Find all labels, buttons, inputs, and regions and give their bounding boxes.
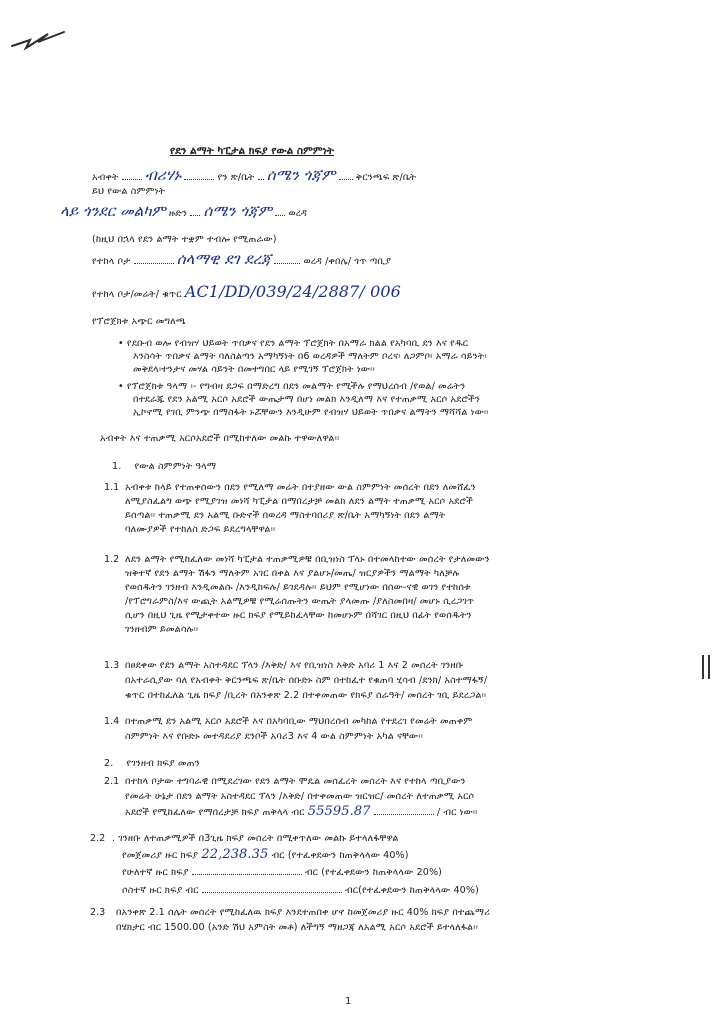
code-label: የተከላ ቦታ/መሬት/ ቁጥር (92, 289, 182, 300)
header-line-4 (92, 282, 401, 301)
total-amount-handwritten: 55595.87 (307, 804, 371, 819)
clause-1-4-num: 1.4 (104, 716, 120, 727)
id-label: የን ጽ/ቤት (217, 172, 255, 183)
kebele-label: ወረዳ /ቀበሌ/ ጎጥ ጣቢያ (303, 256, 391, 267)
woreda-label: ወረዳ (288, 208, 307, 219)
bullet-dot: • (118, 338, 124, 349)
clause-1-1-line: አብቀቱ ከላይ የተጠቀሰውን በደን የሚለማ መሬት በተያዘው ውል ስምምነት መሰረት በደን ለመሸፈን (125, 482, 476, 493)
project-label: የፕሮጀክቱ አጭር መግለጫ (92, 316, 186, 327)
section-2-heading: 2. የገንዘብ ክፍያ መጠን (104, 758, 200, 769)
clause-2-1-line: የመሬት ሁኔታ በደን ልማት አስተዳደር ፕላን /እቅድ/ በተቀመጠው ዝርዝር/ መሰረት ለተጠቃሚ አርሶ (125, 791, 475, 802)
clause-2-3-line: በሄክታር ብር 1500.00 (አንድ ሽህ አምስት መቶ) ለችግኝ ማዘጋጃ ለአልሚ አርሶ አደሮች ይተላለፋል፡፡ (116, 922, 478, 933)
bullet-2-line-2: በተደራጁ የደን አልሚ አርሶ አደሮች ውጤታማ በሆነ መልክ እንዲለማ እና የተጠቃሚ አርሶ አደሮችን (133, 394, 481, 405)
code-handwritten: AC1/DD/039/24/2887/ 006 (184, 282, 401, 301)
header-line-2: ላይ ጎንደር መልካም ዙድን ሰሜን ጎጃም ወረዳ (60, 202, 307, 220)
beneficiary-handwritten: ሰላማዊ ደገ ደረጃ (176, 250, 272, 268)
party-a-label: አብቀት (92, 172, 119, 183)
payment-first-line: የመጀመሪያ ዙር ክፍያ 22,238.35 ብር (የተፈቀደውን ከጠቅላላው 40%) (122, 847, 409, 862)
first-payment-handwritten: 22,238.35 (201, 847, 269, 862)
clause-1-4-line: ስምምነት እና የቡድኑ መተዳደሪያ ደንቦች አባሪ3 እና 4 ውል ስምምነት አካል ናቸው፡፡ (125, 731, 423, 742)
clause-1-2-line: ለደን ልማት የሚከፈለው መነሻ ካፒታል ተጠቃሚዎቹ በቢዝነስ ፕላኑ በተመላከተው መሰረት የታለመውን (125, 554, 490, 565)
clause-2-3-line: በአንቀጽ 2.1 ሰሌት መሰረት የሚከፈለዉ ክፍያ እንደተጠበቀ ሆኖ ከመጀመሪያ ዙር 40% ክፍያ በተጨማሪ (116, 907, 490, 918)
clause-2-2-num: 2.2 (90, 833, 106, 844)
clause-1-1-num: 1.1 (104, 482, 120, 493)
clause-1-3-line: ቁጥር በተከፈለል ጊዜ ክፍያ /ቢረት በአንቀጽ 2.2 በተቀመጠው የክፍያ ሰራዓት/ መሰረት ገቢ ይደረጋል፡፡ (125, 690, 487, 701)
clause-1-3-line: በፀደቀው የደን ልማት አስተዳደር ፕላን /እቅድ/ እና የቢዝነስ እቅድ አባሪ 1 እና 2 መሰረት ገንዘቡ (125, 660, 464, 671)
header-line-1 (92, 166, 417, 184)
beneficiary-label: የተከላ ቦታ (92, 256, 131, 267)
margin-mark (702, 655, 710, 679)
payment-second-line: የሁለተኛ ዙር ክፍያ ብር (የተፈቀደውን ከጠቅላላው 20%) (122, 867, 443, 878)
clause-2-3-num: 2.3 (90, 907, 106, 918)
id-handwritten: ሰሜን ጎጃም (266, 166, 336, 184)
page-number: 1 (345, 996, 352, 1007)
bullet-1: • የደቡብ ወሎ የብዝሃ ህይወት ጥበቃና የደን ልማት ፕሮጀክት በአማራ ክልል የአካባቢ ደን እና የዱር (118, 338, 469, 349)
clause-1-3-num: 1.3 (104, 660, 120, 671)
bullet-dot: • (118, 381, 124, 392)
bullet-1-line-3: መቅደላ፡ተንታና መሃል ሳይንት በመተግበር ላይ የሚገኝ ፕሮጀክት ነው፡፡ (133, 364, 375, 375)
bullet-2-line-3: ኢኮኖሚ የገቢ ምንጭ በማስፋት ኑሯቸውን እንዲሁም የብዝሃ ህይወት ጥበቃና ልማትን ማሻሻል ነው፡፡ (133, 407, 489, 418)
pen-scribble-mark (8, 18, 68, 58)
office-label: ቅርንጫፍ ጽ/ቤት (355, 172, 417, 183)
document-title: የደን ልማት ካፒታል ክፍያ የውል ስምምነት (170, 145, 334, 157)
clause-2-1-line: በተከላ ቦታው ተግባራዊ በሚደረገው የደን ልማት ሞዴል መሰፈረት መሰረት እና የተከላ ጣቢያውን (125, 776, 466, 787)
header-line-3 (92, 250, 391, 268)
clause-1-1-line: ይሰጣል፡፡ ተጠቃሚ ደን አልሚ ቡድኖች በወረዳ ማስተባበሪያ ጽ/ቤት አማካኝነት በደን ልማት (125, 510, 446, 521)
agreement-label: ይህ የውል ስምምነት (92, 186, 166, 197)
intro-text: አብቀት እና ተጠቃሚ አርሶአደሮች በሚከተለው መልኩ ተዋውለዋል፡፡ (100, 433, 340, 444)
clause-1-2-line: /የፕሮግራምስ/እና ውጪት አልሚዎቹ የሚሬሰጡትን ውጤት ያላመጡ /ያለስመበዛ/ መሆኑ ሲረጋገጥ (125, 596, 475, 607)
clause-1-1-line: ባለሙያዎች የተከለስ ድጋፍ ይደረግላቸዋል፡፡ (125, 524, 276, 535)
clause-1-2-line: ሲሆን በዚህ ጊዜ የሚታቀተው ዙር ክፍያ የሚይከፈላቸው ከመሆኑም በሻገር በዚህ በፊት የወሰዱትን (125, 610, 472, 621)
bullet-1-line-2: እንስሳት ጥበቃና ልማት ባለስልጣን አማካኝነት በ6 ወረዳዎች ማለትም ቦረና፡ ለጋምቦ፡ አማራ ሳይንት፡ (133, 351, 487, 362)
clause-1-2-line: ዝቅተኛ የደን ልማት ሽፋን ማለትም አገር በቀል እና ያልሆኑ/መጤ/ ዝርያዎችን ማልማት ካለቻሉ (125, 568, 460, 579)
clause-2-1-num: 2.1 (104, 776, 120, 787)
bullet-2: • የፕሮጀክቱ ዓላማ ፡- የግብዛ ደጋፍ በማድረግ በደን መልማት የሚችሉ የማህረሰብ /የወል/ መሬትን (118, 381, 466, 392)
between-text: (ከዚህ በኋላ የደን ልማት ተቋም ተብሎ የሚጠራው) (92, 234, 277, 245)
woreda-handwritten: ሰሜን ጎጃም (203, 202, 273, 220)
clause-2-1-amount-line: አደሮች የሚከፈለው የማበረታቻ ክፍያ ጠቅላላ ብር 55595.87 / ብር ነው፡፡ (125, 804, 478, 819)
party-a-handwritten: ብሪሃኑ (144, 166, 182, 184)
clause-1-4-line: በተጠቃሚ ደን አልሚ አርሶ አደሮች እና በአካባቢው ማህበረሰብ መካከል የተደረገ የመሬት መጠቀም (125, 716, 473, 727)
payment-lead: . ገንዘቡ ለተጠቃሚዎች በ3ጊዜ ክፍያ መሰረት በሚቀጥለው መልኩ ይተላለፋቸዋል (112, 833, 399, 844)
clause-1-2-num: 1.2 (104, 554, 120, 565)
place-handwritten: ላይ ጎንደር መልካም (60, 202, 166, 220)
section-1-heading: 1. የውል ስምምነት ዓላማ (112, 461, 217, 472)
clause-1-2-line: ገንዘብም ይመልሳሉ፡፡ (125, 624, 199, 635)
payment-third-line: ሶስተኛ ዙር ክፍያ ብር ብር(የተፈቀደውን ከጠቅላላው 40%) (122, 885, 479, 896)
clause-1-1-line: ለሚያስፈልግ ወጭ የሚያገዝ መነሻ ካፒታል በማበረታቻ መልክ ለደን ልማት ተጠቃሚ አርሶ አደሮች (125, 496, 473, 507)
clause-1-3-line: በአተራሲያው ባለ የአብቀት ቅርንጫፍ ጽ/ቤት በቡድኑ ስም በተከፈተ የቁጠባ ሂሳብ /ደንክ/ አስተማፋኝ/ (125, 675, 488, 686)
clause-1-2-line: የወሰዱትን ገንዘብ እንዲመልሱ /እንዲከፍሉ/ ይገደዳሉ፡፡ ይህም የሚሆነው በሰው-ናዊ ወገን የተከሰቱ (125, 582, 471, 593)
